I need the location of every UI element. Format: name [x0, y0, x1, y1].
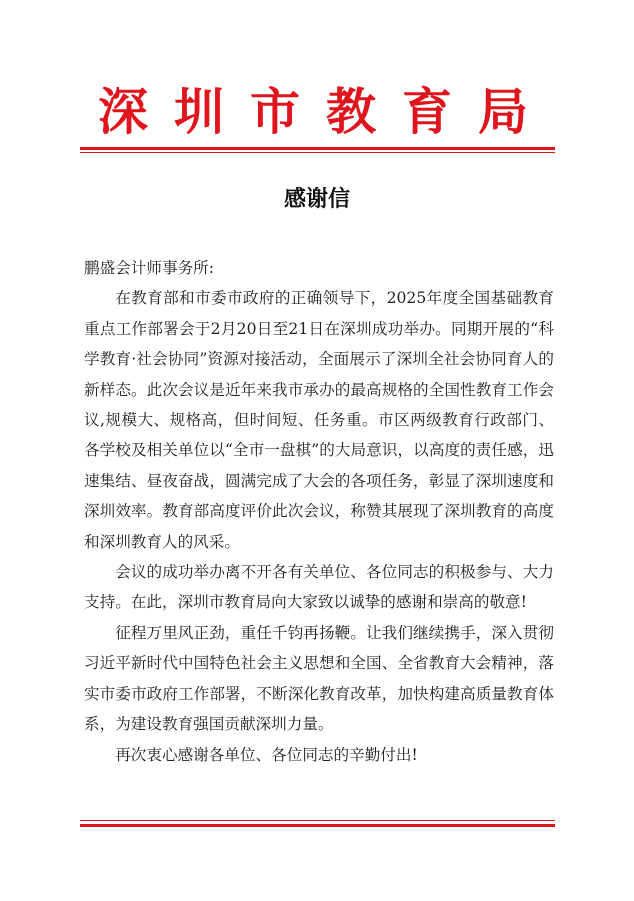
letterhead-divider-thick — [80, 147, 555, 150]
letterhead-divider-thin — [80, 152, 555, 153]
paragraph-3: 征程万里风正劲，重任千钧再扬鞭。让我们继续携手，深入贯彻习近平新时代中国特色社会主义思想和全国、全省教育大会精神，落实市委市政府工作部署，不断深化教育改革，加快构建高质量教育体系，为建设教育强国贡献深圳力量。 — [84, 623, 554, 734]
letter-body — [84, 253, 554, 770]
paragraph-1: 在教育部和市委市政府的正确领导下，2025年度全国基础教育重点工作部署会于2月20日至21日在深圳成功举办。同期开展的“科学教育·社会协同”资源对接活动，全面展示了深圳全社会协同育人的新样态。此次会议是近年来我市承办的最高规格的全国性教育工作会议,规模大、规格高，但时间短、任务重。市区两级教育行政部门、各学校及相关单位以“全市一盘棋”的大局意识，以高度的责任感，迅速集结、昼夜奋战，圆满完成了大会的各项任务，彰显了深圳速度和深圳效率。教育部高度评价此次会议，称赞其展现了深圳教育的高度和深圳教育人的风采。 — [84, 289, 554, 551]
salutation: 鹏盛会计师事务所: — [84, 259, 215, 277]
letterhead-org-name: 深圳市教育局 — [98, 82, 554, 141]
paragraph-4: 再次衷心感谢各单位、各位同志的辛勤付出! — [115, 745, 418, 764]
footer-divider-thick — [80, 824, 555, 827]
footer-divider-thin — [80, 820, 555, 821]
paragraph-2: 会议的成功举办离不开各有关单位、各位同志的积极参与、大力支持。在此，深圳市教育局向大家致以诚挚的感谢和崇高的敬意! — [84, 563, 554, 612]
document-title: 感谢信 — [283, 186, 350, 212]
